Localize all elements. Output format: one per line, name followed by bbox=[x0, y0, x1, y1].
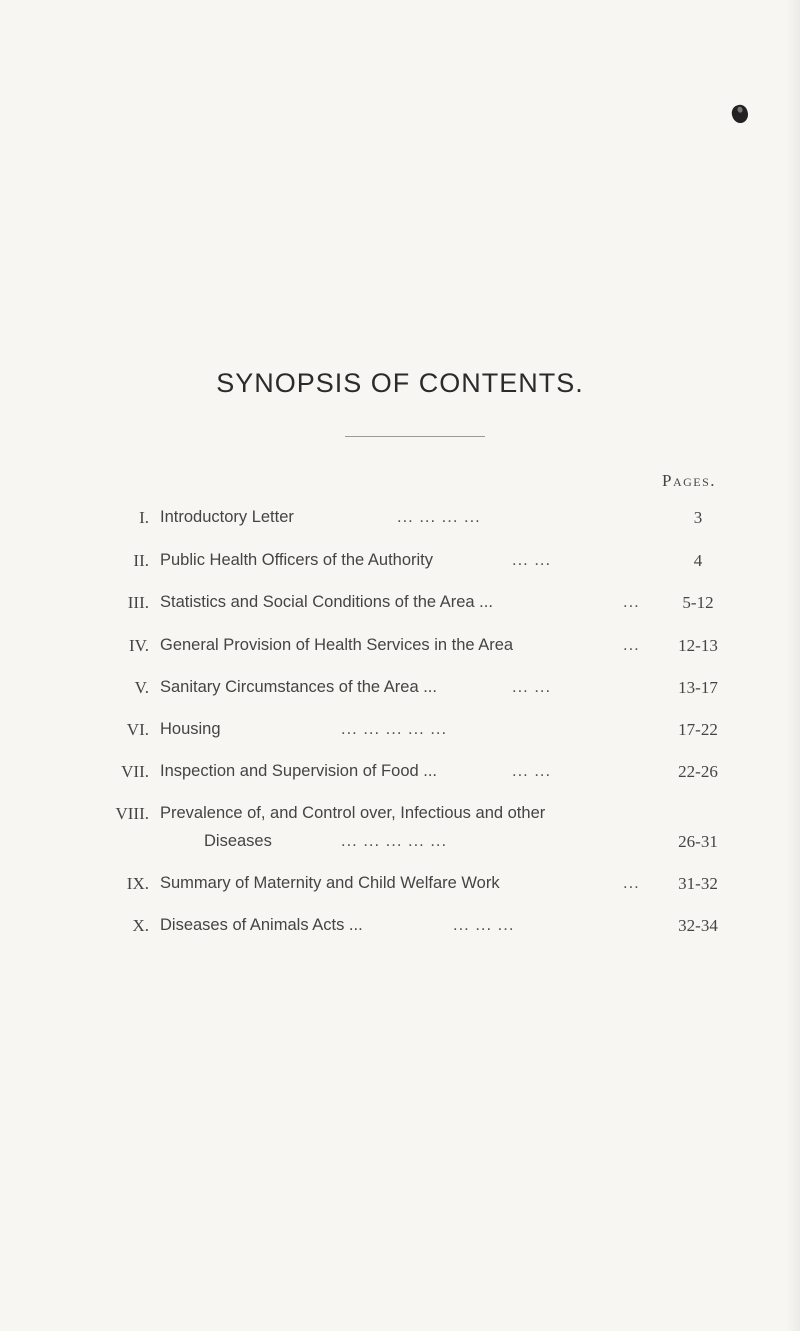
toc-entry-continuation bbox=[0, 832, 800, 862]
toc-entry bbox=[0, 551, 800, 581]
entry-label: Summary of Maternity and Child Welfare Work bbox=[160, 874, 500, 892]
page-title: SYNOPSIS OF CONTENTS. bbox=[216, 368, 584, 398]
entry-numeral: IX. bbox=[126, 874, 149, 893]
entry-pages: 13-17 bbox=[678, 678, 718, 697]
leader-dots: ... ... bbox=[512, 762, 552, 780]
leader-dots: ... ... bbox=[512, 551, 552, 569]
entry-numeral: III. bbox=[127, 593, 149, 612]
leader-dots: ... bbox=[623, 593, 640, 611]
leader-dots: ... ... bbox=[512, 678, 552, 696]
entry-numeral: VII. bbox=[121, 762, 149, 781]
entry-label: Prevalence of, and Control over, Infectious and other bbox=[160, 804, 546, 822]
leader-dots: ... ... ... ... ... bbox=[341, 720, 448, 738]
entry-label: Diseases of Animals Acts ... bbox=[160, 916, 363, 934]
entry-label: Statistics and Social Conditions of the Area ... bbox=[160, 593, 493, 611]
entry-label: Introductory Letter bbox=[160, 508, 294, 526]
ink-blot bbox=[729, 103, 750, 125]
toc-entry bbox=[0, 678, 800, 708]
entry-pages: 12-13 bbox=[678, 636, 718, 655]
toc-entry bbox=[0, 762, 800, 792]
pages-column-header: Pages. bbox=[662, 471, 717, 490]
toc-entry bbox=[0, 916, 800, 946]
entry-numeral: II. bbox=[133, 551, 149, 570]
entry-numeral: VI. bbox=[126, 720, 149, 739]
leader-dots: ... ... ... ... ... bbox=[341, 832, 448, 850]
toc-entry bbox=[0, 874, 800, 904]
entry-numeral: V. bbox=[134, 678, 149, 697]
entry-numeral: X. bbox=[132, 916, 149, 935]
toc-entry bbox=[0, 508, 800, 538]
leader-dots: ... ... ... ... bbox=[397, 508, 481, 526]
entry-numeral: VIII. bbox=[115, 804, 149, 823]
entry-label-continued: Diseases bbox=[204, 832, 272, 850]
entry-pages: 17-22 bbox=[678, 720, 718, 739]
page-edge-shading bbox=[786, 0, 800, 1331]
toc-entry bbox=[0, 636, 800, 666]
toc-entry bbox=[0, 593, 800, 623]
leader-dots: ... ... ... bbox=[453, 916, 515, 934]
entry-pages: 22-26 bbox=[678, 762, 718, 781]
entry-label: Housing bbox=[160, 720, 221, 738]
entry-pages: 32-34 bbox=[678, 916, 718, 935]
entry-pages: 3 bbox=[693, 508, 703, 527]
title-divider bbox=[345, 436, 485, 437]
leader-dots: ... bbox=[623, 636, 640, 654]
entry-pages: 31-32 bbox=[678, 874, 718, 893]
entry-label: Sanitary Circumstances of the Area ... bbox=[160, 678, 437, 696]
entry-label: Inspection and Supervision of Food ... bbox=[160, 762, 438, 780]
entry-pages: 5-12 bbox=[682, 593, 714, 612]
entry-label: General Provision of Health Services in the Area bbox=[160, 636, 514, 654]
toc-entry bbox=[0, 804, 800, 834]
entry-numeral: I. bbox=[139, 508, 149, 527]
entry-pages: 26-31 bbox=[678, 832, 718, 851]
entry-label: Public Health Officers of the Authority bbox=[160, 551, 433, 569]
entry-pages: 4 bbox=[693, 551, 703, 570]
entry-numeral: IV. bbox=[129, 636, 149, 655]
toc-entry bbox=[0, 720, 800, 750]
leader-dots: ... bbox=[623, 874, 640, 892]
